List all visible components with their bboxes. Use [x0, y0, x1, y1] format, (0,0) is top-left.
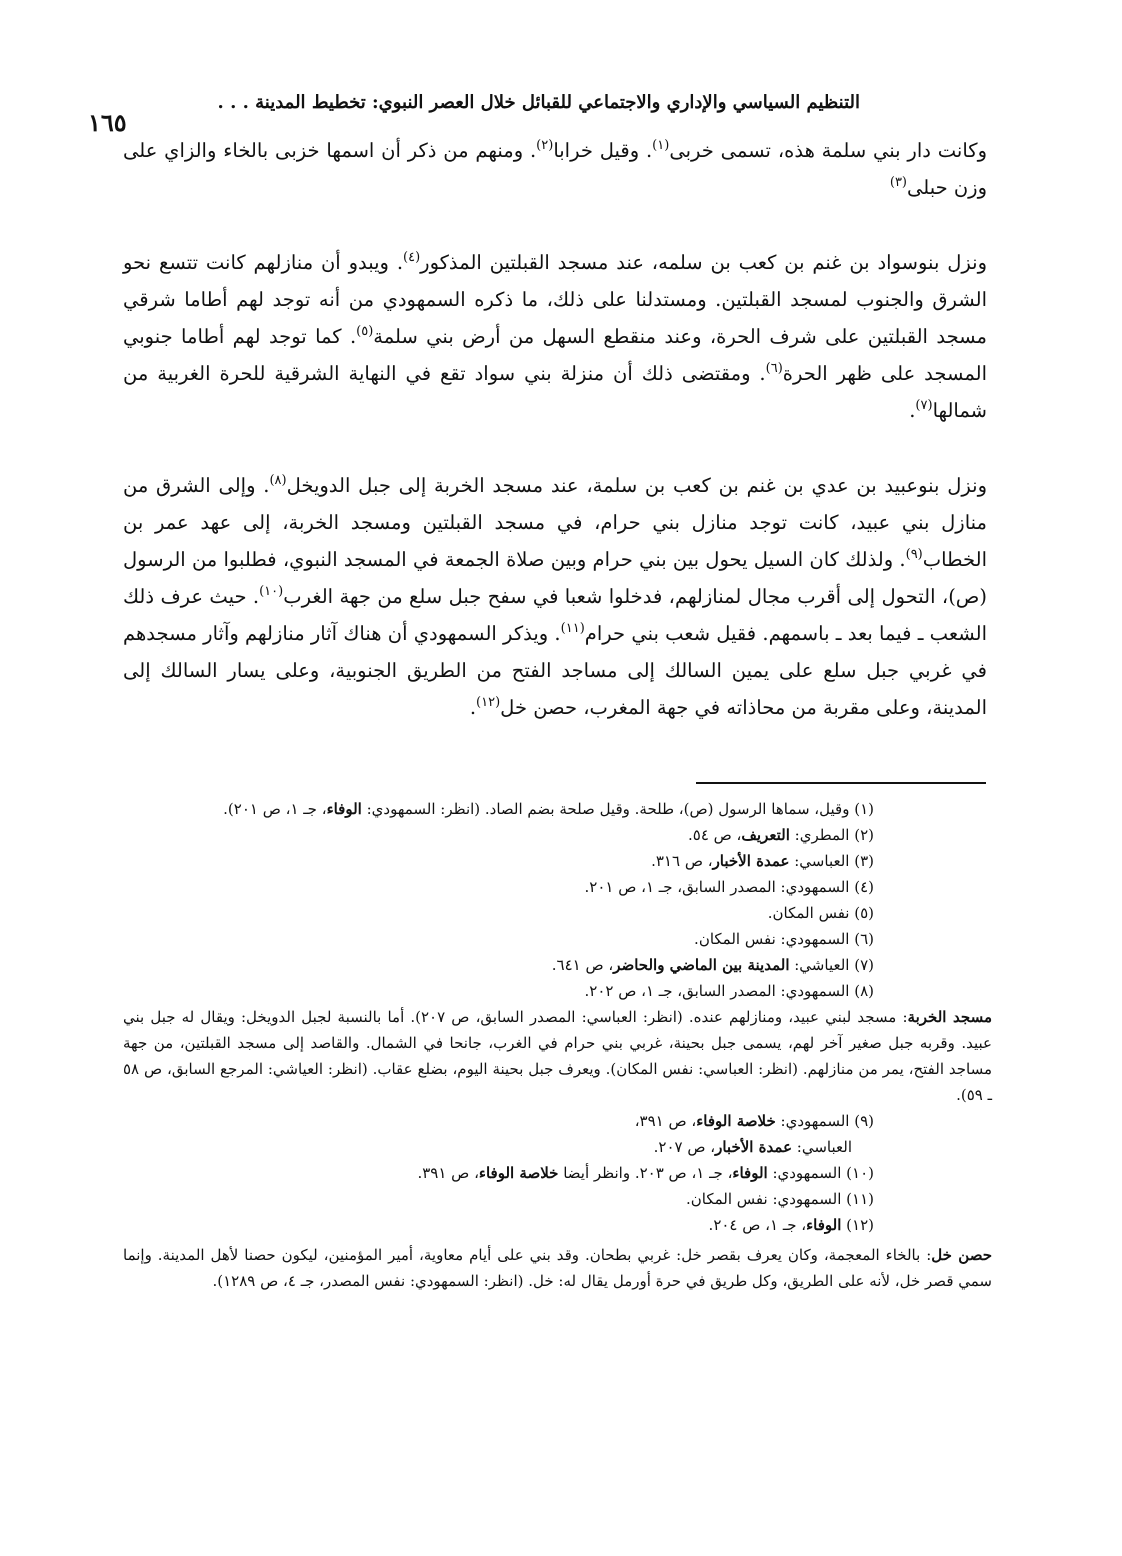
- footnote-ref: (٥): [356, 324, 374, 339]
- footnote: العباسي: عمدة الأخبار، ص ٢٠٧.: [653, 1138, 852, 1156]
- paragraph: وكانت دار بني سلمة هذه، تسمى خربى$^{(١)}$. وقيل خرابا$^{(٢)}$. ومنهم من ذكر أن اسمها خزبى بالخاء والزاي على وزن حبلى$^{(٣)}$: [123, 138, 987, 199]
- footnote-ref: (١): [652, 138, 670, 153]
- main-text: [123, 132, 987, 726]
- footnote-ref: (٦): [765, 361, 783, 376]
- footnote: (٦) السمهودي: نفس المكان.: [694, 930, 874, 948]
- footnote-note: حصن خل: بالخاء المعجمة، وكان يعرف بقصر خل: غربي بطحان. وقد بني على أيام معاوية، أمير المؤمنين، ليكون حصنا لأهل المدينة. وإنما سمي قصر خل، لأنه على الطريق، وكل طريق في حرة أورمل يقال له: خل. (انظر: السمهودي: نفس المصدر، جـ ٤، ص ١٢٨٩).: [123, 1246, 992, 1290]
- footnote-ref: (٤): [403, 250, 421, 265]
- footnote: (١١) السمهودي: نفس المكان.: [685, 1190, 874, 1208]
- footnote: (٨) السمهودي: المصدر السابق، جـ ١، ص ٢٠٢.: [584, 982, 874, 1000]
- footnote: (٩) السمهودي: خلاصة الوفاء، ص ٣٩١،: [634, 1112, 874, 1130]
- footnote-ref: (١١): [560, 621, 585, 636]
- running-title: التنظيم السياسي والإداري والاجتماعي للقبائل خلال العصر النبوي: تخطيط المدينة . . .: [217, 92, 860, 113]
- footnote: (٥) نفس المكان.: [767, 904, 874, 922]
- paragraph: ونزل بنوعبيد بن عدي بن غنم بن كعب بن سلمة، عند مسجد الخربة إلى جبل الدويخل$^{(٨)}$. وإلى الشرق من منازل بني عبيد، كانت توجد منازل بني حرام، في مسجد القبلتين ومسجد الخربة، إلى عهد عمر بن الخطاب$^{(٩)}$. ولذلك كان السيل يحول بين بني حرام وبين صلاة الجمعة في المسجد النبوي، فطلبوا من الرسول (ص)، التحول إلى أقرب مجال لمنازلهم، فدخلوا شعبا في سفح جبل سلع من جهة الغرب$^{(١٠)}$. حيث عرف ذلك الشعب ـ فيما بعد ـ باسمهم. فقيل شعب بني حرام$^{(١١)}$. ويذكر السمهودي أن هناك آثار منازلهم وآثار مسجدهم في غربي جبل سلع على يمين السالك إلى مساجد الفتح من الطريق الجنوبية، وعلى يسار السالك إلى المدينة، وعلى مقربة من محاذاته في جهة المغرب، حصن خل$^{(١٢)}$.: [123, 473, 987, 719]
- footnote-separator: [696, 782, 986, 784]
- footnote-ref: (٨): [269, 473, 287, 488]
- footnote-ref: (٢): [536, 138, 554, 153]
- footnote: (١٠) السمهودي: الوفاء، جـ ١، ص ٢٠٣. وانظر أيضا خلاصة الوفاء، ص ٣٩١.: [417, 1164, 874, 1182]
- footnote-ref: (٧): [915, 398, 933, 413]
- footnote: (١) وقيل، سماها الرسول (ص)، طلحة. وقيل صلحة بضم الصاد. (انظر: السمهودي: الوفاء، جـ ١، ص ٢٠١).: [223, 800, 874, 818]
- footnote-ref: (٩): [905, 547, 923, 562]
- footnotes: [123, 796, 992, 1294]
- footnote: (٤) السمهودي: المصدر السابق، جـ ١، ص ٢٠١.: [584, 878, 874, 896]
- footnote: (١٢) الوفاء، جـ ١، ص ٢٠٤.: [708, 1216, 874, 1234]
- footnote-note: مسجد الخربة: مسجد لبني عبيد، ومنازلهم عنده. (انظر: العباسي: المصدر السابق، ص ٢٠٧). أما بالنسبة لجبل الدويخل: ويقال له جبل بني عبيد. وقربه جبل صغير آخر لهم، يسمى جبل بحينة، غربي بني حرام في الغرب، جانحا في الشمال. والقاصد إلى مسجد القبلتين، من جهة مساجد الفتح، يمر من منازلهم. (انظر: العباسي: نفس المكان). ويعرف جبل بحينة اليوم، بضلع عقاب. (انظر: العياشي: المرجع السابق، ص ٥٨ ـ ٥٩).: [123, 1008, 993, 1104]
- paragraph: ونزل بنوسواد بن غنم بن كعب بن سلمه، عند مسجد القبلتين المذكور$^{(٤)}$. ويبدو أن منازلهم كانت تتسع نحو الشرق والجنوب لمسجد القبلتين. ومستدلنا على ذلك، ما ذكره السمهودي من أنه توجد لهم أطاما شرقي مسجد القبلتين على شرف الحرة، وعند منقطع السهل من أرض بني سلمة$^{(٥)}$. كما توجد لهم أطاما جنوبي المسجد على ظهر الحرة$^{(٦)}$. ومقتضى ذلك أن منزلة بني سواد تقع في النهاية الشرقية للحرة الغربية من شمالها$^{(٧)}$.: [123, 250, 988, 422]
- page-number: ١٦٥: [88, 108, 127, 137]
- footnote: (٧) العياشي: المدينة بين الماضي والحاضر، ص ٦٤١.: [551, 956, 874, 974]
- footnote-ref: (١٠): [259, 584, 284, 599]
- footnote: (٣) العباسي: عمدة الأخبار، ص ٣١٦.: [651, 852, 874, 870]
- footnote: (٢) المطري: التعريف، ص ٥٤.: [687, 826, 874, 844]
- footnote-ref: (٣): [889, 175, 907, 190]
- footnote-ref: (١٢): [476, 695, 501, 710]
